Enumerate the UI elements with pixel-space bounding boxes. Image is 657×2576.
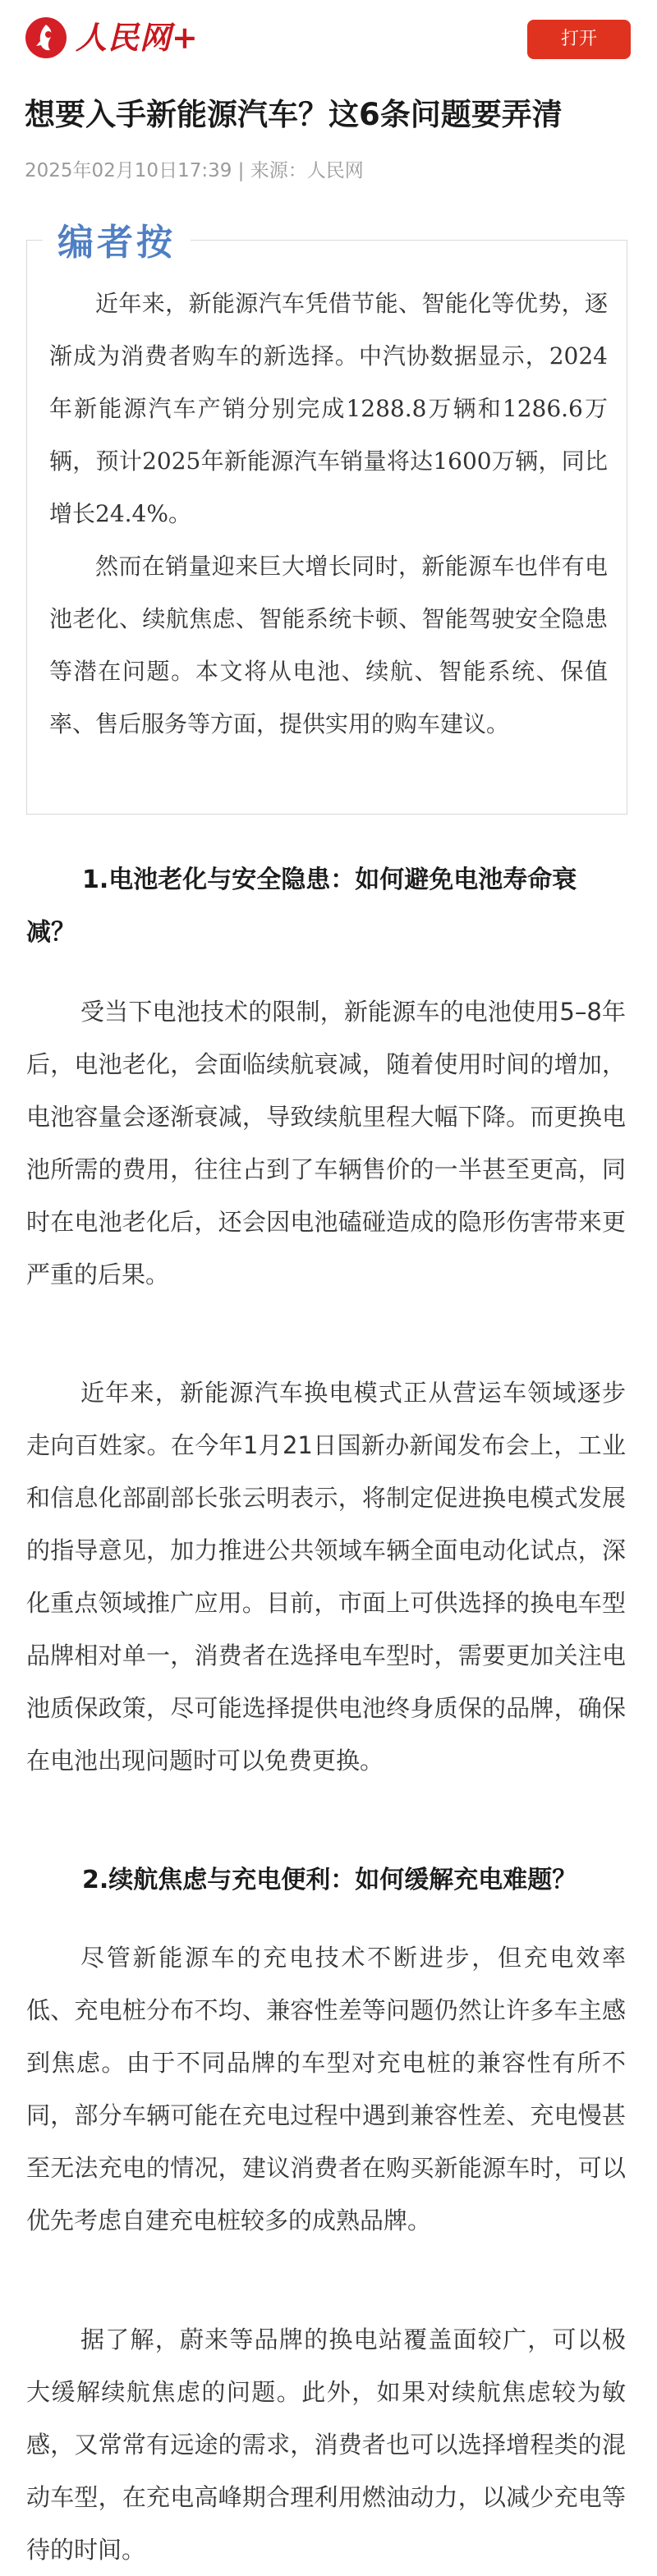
- section-paragraph: 尽管新能源车的充电技术不断进步，但充电效率低、充电桩分布不均、兼容性差等问题仍然让许多车主感到焦虑。由于不同品牌的车型对充电桩的兼容性有所不同，部分车辆可能在充电过程中遇到兼容性差、充电慢甚至无法充电的情况，建议消费者在购买新能源车时，可以优先考虑自建充电桩较多的成熟品牌。: [26, 1944, 626, 2234]
- section-paragraph: 近年来，新能源汽车换电模式正从营运车领域逐步走向百姓家。在今年1月21日国新办新闻发布会上，工业和信息化部副部长张云明表示，将制定促进换电模式发展的指导意见，加力推进公共领域车辆全面电动化试点，深化重点领域推广应用。目前，市面上可供选择的换电车型品牌相对单一，消费者在选择电车型时，需要更加关注电池质保政策，尽可能选择提供电池终身质保的品牌，确保在电池出现问题时可以免费更换。: [26, 1379, 626, 1775]
- editor-note-paragraph: 然而在销量迎来巨大增长同时，新能源车也伴有电池老化、续航焦虑、智能系统卡顿、智能驾驶安全隐患等潜在问题。本文将从电池、续航、智能系统、保值率、售后服务等方面，提供实用的购车建议。: [49, 553, 608, 737]
- section-heading: 2.续航焦虑与充电便利：如何缓解充电难题？: [82, 1866, 577, 1894]
- logo-text[interactable]: 人民网+: [76, 19, 199, 56]
- section-heading: 1.电池老化与安全隐患：如何避免电池寿命衰减？: [26, 866, 577, 947]
- people-daily-logo-icon[interactable]: [25, 16, 67, 59]
- article-title: 想要入手新能源汽车？这6条问题要弄清: [25, 97, 563, 132]
- editor-note-paragraph: 近年来，新能源汽车凭借节能、智能化等优势，逐渐成为消费者购车的新选择。中汽协数据显示，2024年新能源汽车产销分别完成1288.8万辆和1286.6万辆，预计2025年新能源汽车销量将达1600万辆，同比增长24.4%。: [49, 290, 608, 527]
- editor-note-title: 编者按: [43, 217, 191, 269]
- section-paragraph: 受当下电池技术的限制，新能源车的电池使用5–8年后，电池老化，会面临续航衰减，随着使用时间的增加，电池容量会逐渐衰减，导致续航里程大幅下降。而更换电池所需的费用，往往占到了车辆售价的一半甚至更高，同时在电池老化后，还会因电池磕碰造成的隐形伤害带来更严重的后果。: [26, 998, 626, 1288]
- open-app-button[interactable]: 打开: [527, 20, 631, 59]
- top-bar: [0, 0, 657, 77]
- section-paragraph: 据了解，蔚来等品牌的换电站覆盖面较广，可以极大缓解续航焦虑的问题。此外，如果对续航焦虑较为敏感，又常常有远途的需求，消费者也可以选择增程类的混动车型，在充电高峰期合理利用燃油动力，以减少充电等待的时间。: [26, 2326, 626, 2564]
- article-meta: 2025年02月10日17:39 | 来源：人民网: [25, 160, 364, 181]
